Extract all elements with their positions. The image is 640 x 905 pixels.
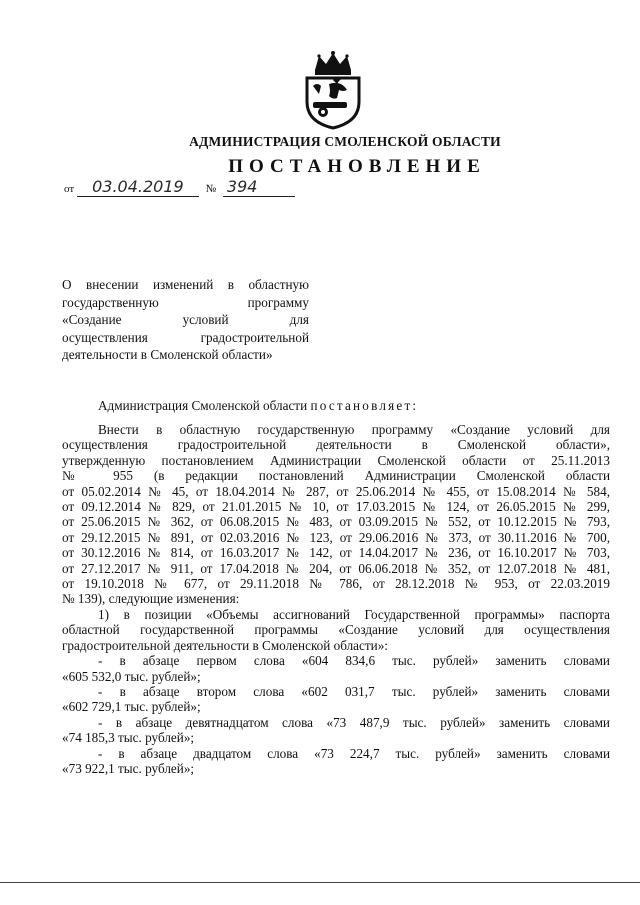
body-line: областной государственной программы «Создание условий для осуществления (62, 622, 610, 638)
body-line: «74 185,3 тыс. рублей»; (62, 730, 195, 746)
body-line: - в абзаце первом слова «604 834,6 тыс. рублей» заменить словами (98, 653, 610, 669)
document-type-heading: ПОСТАНОВЛЕНИЕ (228, 156, 486, 177)
body-line: от 05.02.2014 № 45, от 18.04.2014 № 287, от 25.06.2014 № 455, от 15.08.2014 № 584, (62, 483, 610, 499)
body-line: - в абзаце втором слова «602 031,7 тыс. рублей» заменить словами (98, 683, 610, 699)
body-line: от 27.12.2017 № 911, от 17.04.2018 № 204, от 06.06.2018 № 352, от 12.07.2018 № 481, (62, 560, 610, 576)
body-line: «602 729,1 тыс. рублей»; (62, 699, 201, 715)
coat-of-arms-emblem (293, 50, 373, 130)
page-bottom-divider (0, 882, 640, 883)
body-line: № 955 (в редакции постановлений Администрации Смоленской области (62, 468, 610, 484)
body-line: «605 532,0 тыс. рублей»; (62, 668, 201, 684)
body-line: 1) в позиции «Объемы ассигнований Государственной программы» паспорта (98, 606, 610, 622)
subject-line: осуществления градостроительной (62, 329, 309, 345)
body-line: от 30.12.2016 № 814, от 16.03.2017 № 142, от 14.04.2017 № 236, от 16.10.2017 № 703, (62, 545, 610, 561)
body-line: градостроительной деятельности в Смоленской области»: (62, 637, 388, 653)
number-label: № (205, 183, 217, 195)
document-subject (62, 276, 309, 364)
date-number-line (64, 178, 295, 197)
date-prefix: от (64, 183, 75, 195)
body-line: утвержденную постановлением Администрации Смоленской области от 25.11.2013 (62, 452, 610, 468)
body-line: - в абзаце девятнадцатом слова «73 487,9 тыс. рублей» заменить словами (98, 714, 610, 730)
body-line: «73 922,1 тыс. рублей»; (62, 760, 195, 776)
subject-line: государственную программу (62, 294, 309, 310)
body-line: осуществления градостроительной деятельности в Смоленской области», (62, 437, 610, 453)
subject-line: деятельности в Смоленской области» (62, 347, 273, 362)
preamble-text: Администрация Смоленской области (98, 398, 308, 413)
document-body (62, 422, 610, 776)
document-number: 394 (223, 178, 295, 197)
preamble (98, 398, 418, 414)
body-line: Внести в областную государственную программу «Создание условий для (98, 422, 610, 437)
subject-line: «Создание условий для (62, 312, 309, 327)
body-line: - в абзаце двадцатом слова «73 224,7 тыс. рублей» заменить словами (98, 745, 610, 761)
body-line: № 139), следующие изменения: (62, 591, 240, 607)
organization-name: АДМИНИСТРАЦИЯ СМОЛЕНСКОЙ ОБЛАСТИ (189, 134, 501, 149)
body-line: от 29.12.2015 № 891, от 02.03.2016 № 123, от 29.06.2016 № 373, от 30.11.2016 № 700, (62, 529, 610, 545)
document-date: 03.04.2019 (77, 178, 199, 197)
body-line: от 19.10.2018 № 677, от 29.11.2018 № 786, от 28.12.2018 № 953, от 22.03.2019 (62, 576, 610, 592)
body-line: от 09.12.2014 № 829, от 21.01.2015 № 10, от 17.03.2015 № 124, от 26.05.2015 № 299, (62, 499, 610, 515)
subject-line: О внесении изменений в областную (62, 277, 309, 292)
preamble-decree-word: постановляет: (310, 398, 419, 413)
body-line: от 25.06.2015 № 362, от 06.08.2015 № 483, от 03.09.2015 № 552, от 10.12.2015 № 793, (62, 514, 610, 530)
